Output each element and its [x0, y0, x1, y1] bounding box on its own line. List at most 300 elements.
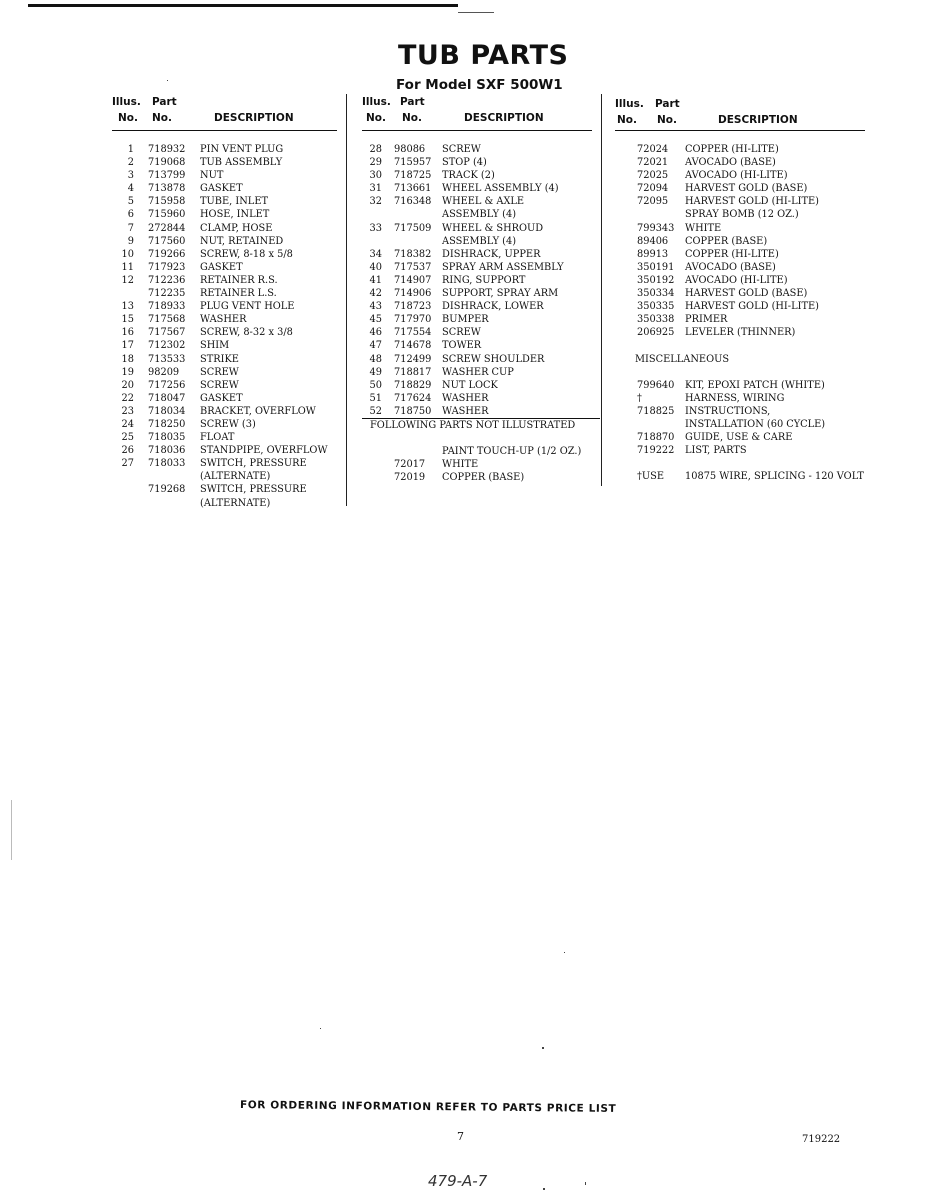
illus-number: 30	[369, 170, 382, 182]
parts-list	[112, 143, 337, 510]
table-row	[362, 156, 592, 169]
scan-speck	[320, 1028, 321, 1029]
table-row	[112, 274, 337, 287]
header-no: No.	[118, 112, 138, 124]
table-row	[615, 392, 865, 405]
part-number: 350191	[637, 261, 675, 273]
table-row	[362, 445, 592, 458]
table-row	[615, 326, 865, 339]
part-number: 712499	[394, 353, 432, 365]
illus-number: 51	[369, 392, 382, 404]
part-number: 718817	[394, 366, 432, 378]
table-row	[362, 353, 592, 366]
part-number: 715960	[148, 209, 186, 221]
table-row	[615, 169, 865, 182]
table-row	[362, 366, 592, 379]
parts-list	[362, 143, 592, 484]
table-row	[112, 457, 337, 470]
part-description: HARNESS, WIRING	[685, 392, 785, 404]
table-row	[362, 222, 592, 235]
part-description: HOSE, INLET	[200, 209, 270, 221]
table-row	[362, 182, 592, 195]
illus-number: 32	[369, 196, 382, 208]
table-row	[615, 366, 865, 379]
table-row	[615, 353, 865, 366]
table-row	[615, 287, 865, 300]
illus-number: 9	[127, 235, 134, 247]
part-number: 98209	[148, 366, 180, 378]
part-number: 716348	[394, 196, 432, 208]
header-description: DESCRIPTION	[464, 112, 544, 124]
page-number: 7	[457, 1130, 464, 1143]
part-description: (ALTERNATE)	[200, 497, 271, 509]
part-description: SUPPORT, SPRAY ARM	[442, 288, 559, 300]
column-header	[615, 94, 865, 131]
illus-number: 2	[127, 157, 134, 169]
not-illustrated-note: FOLLOWING PARTS NOT ILLUSTRATED	[370, 419, 576, 431]
part-description: STOP (4)	[442, 157, 487, 169]
illus-number: 18	[121, 353, 134, 365]
illus-number: 20	[121, 379, 134, 391]
table-row	[112, 497, 337, 510]
table-row	[615, 300, 865, 313]
illus-number: 28	[369, 144, 382, 155]
part-number: 718036	[148, 445, 186, 457]
part-description: RETAINER L.S.	[200, 288, 277, 300]
part-number: 718250	[148, 418, 186, 430]
illus-number: 41	[369, 274, 382, 286]
top-rule	[28, 4, 458, 7]
part-description: SCREW	[200, 379, 239, 391]
column-divider	[346, 94, 347, 506]
part-number: 717923	[148, 261, 186, 273]
part-description: SWITCH, PRESSURE	[200, 484, 307, 496]
part-description: WASHER	[442, 405, 489, 417]
illus-number: 25	[121, 432, 134, 444]
part-description: LIST, PARTS	[685, 445, 747, 457]
header-no: No.	[402, 112, 422, 124]
part-number: 714907	[394, 274, 432, 286]
illus-number: 22	[121, 392, 134, 404]
table-row	[112, 313, 337, 326]
parts-column-1	[112, 94, 337, 510]
table-row	[615, 444, 865, 457]
table-row	[112, 379, 337, 392]
illus-number: 5	[127, 196, 134, 208]
table-row	[615, 261, 865, 274]
part-description: SCREW, 8-32 x 3/8	[200, 327, 293, 339]
table-row	[362, 313, 592, 326]
part-number: 717554	[394, 327, 432, 339]
header-illus: Illus.	[112, 96, 141, 108]
illus-number: 29	[369, 157, 382, 169]
part-number: †USE	[637, 471, 665, 483]
table-row	[615, 457, 865, 470]
part-description: TUB ASSEMBLY	[200, 157, 283, 169]
table-row	[615, 235, 865, 248]
part-description: STRIKE	[200, 353, 239, 365]
table-row	[112, 143, 337, 156]
table-row	[362, 326, 592, 339]
part-number: 718047	[148, 392, 186, 404]
illus-number: 31	[369, 183, 382, 195]
scan-speck	[564, 952, 565, 953]
header-description: DESCRIPTION	[718, 114, 798, 126]
table-row	[362, 248, 592, 261]
part-description: (ALTERNATE)	[200, 471, 271, 483]
table-row	[112, 182, 337, 195]
scan-edge	[11, 800, 12, 860]
header-no: No.	[366, 112, 386, 124]
part-description: AVOCADO (BASE)	[685, 261, 776, 273]
table-row	[112, 169, 337, 182]
part-description: BRACKET, OVERFLOW	[200, 405, 316, 417]
part-number: 72095	[637, 196, 669, 208]
part-description: NUT	[200, 170, 224, 182]
part-number: 718725	[394, 170, 432, 182]
illus-number: 4	[127, 183, 134, 195]
part-number: 718034	[148, 405, 186, 417]
table-row	[362, 235, 592, 248]
table-row	[362, 300, 592, 313]
table-row	[112, 208, 337, 221]
part-number: 89913	[637, 248, 669, 260]
illus-number: 48	[369, 353, 382, 365]
illus-number: 45	[369, 314, 382, 326]
part-description: STANDPIPE, OVERFLOW	[200, 445, 328, 457]
table-row	[112, 353, 337, 366]
illus-number: 19	[121, 366, 134, 378]
part-number: 713533	[148, 353, 186, 365]
part-description: DISHRACK, UPPER	[442, 248, 541, 260]
part-description: GASKET	[200, 392, 243, 404]
part-description: PAINT TOUCH-UP (1/2 OZ.)	[442, 446, 582, 458]
part-description: BUMPER	[442, 314, 489, 326]
table-row	[112, 431, 337, 444]
parts-column-2	[362, 94, 592, 484]
part-number: 719222	[637, 445, 675, 457]
part-description: WHITE	[685, 222, 722, 234]
part-number: 350334	[637, 288, 675, 300]
header-part: Part	[400, 96, 425, 108]
part-description: WHEEL & AXLE	[442, 196, 525, 208]
part-number: 717568	[148, 314, 186, 326]
table-row	[112, 300, 337, 313]
part-number: 272844	[148, 222, 186, 234]
table-row	[112, 418, 337, 431]
part-description: RETAINER R.S.	[200, 274, 278, 286]
table-row	[112, 287, 337, 300]
part-number: 713661	[394, 183, 432, 195]
part-description: SCREW (3)	[200, 418, 256, 430]
header-no: No.	[657, 114, 677, 126]
part-description: MISCELLANEOUS	[635, 353, 730, 365]
part-description: NUT LOCK	[442, 379, 498, 391]
table-row	[615, 431, 865, 444]
header-part: Part	[655, 98, 680, 110]
part-number: 718825	[637, 405, 675, 417]
scan-speck	[542, 1047, 544, 1049]
part-description: ASSEMBLY (4)	[442, 235, 517, 247]
part-description: COPPER (HI-LITE)	[685, 248, 779, 260]
illus-number: 24	[121, 418, 134, 430]
part-number: 714906	[394, 288, 432, 300]
part-number: 72025	[637, 170, 669, 182]
table-row	[615, 418, 865, 431]
illus-number: 50	[369, 379, 382, 391]
illus-number: 11	[121, 261, 134, 273]
part-description: SPRAY ARM ASSEMBLY	[442, 261, 564, 273]
part-number: 717256	[148, 379, 186, 391]
illus-number: 40	[369, 261, 382, 273]
part-description: HARVEST GOLD (HI-LITE)	[685, 301, 819, 313]
part-description: PIN VENT PLUG	[200, 144, 284, 155]
part-description: LEVELER (THINNER)	[685, 327, 796, 339]
table-row	[362, 392, 592, 405]
header-no: No.	[152, 112, 172, 124]
table-row	[112, 156, 337, 169]
part-description: WASHER CUP	[442, 366, 514, 378]
column-header	[112, 94, 337, 131]
table-row	[615, 182, 865, 195]
table-row	[112, 366, 337, 379]
table-row	[112, 339, 337, 352]
part-number: 72017	[394, 459, 426, 471]
table-row	[362, 208, 592, 221]
part-description: INSTALLATION (60 CYCLE)	[685, 418, 826, 430]
page-subtitle: For Model SXF 500W1	[396, 77, 563, 93]
part-number: 799640	[637, 379, 675, 391]
part-description: PRIMER	[685, 314, 728, 326]
illus-number: 3	[127, 170, 134, 182]
table-row	[362, 274, 592, 287]
scan-speck	[167, 80, 168, 81]
part-description: COPPER (BASE)	[442, 472, 525, 484]
table-row	[615, 379, 865, 392]
header-description: DESCRIPTION	[214, 112, 294, 124]
illus-number: 47	[369, 340, 382, 352]
table-row	[615, 222, 865, 235]
parts-column-3	[615, 94, 865, 483]
illus-number: 6	[127, 209, 134, 221]
part-number: 718933	[148, 301, 186, 313]
table-row	[112, 483, 337, 496]
part-number: 717509	[394, 222, 432, 234]
part-number: 89406	[637, 235, 669, 247]
table-row	[112, 326, 337, 339]
part-description: AVOCADO (HI-LITE)	[685, 274, 788, 286]
table-row	[362, 287, 592, 300]
part-description: SCREW	[442, 144, 481, 155]
illus-number: 17	[121, 340, 134, 352]
illus-number: 52	[369, 405, 382, 417]
part-number: 714678	[394, 340, 432, 352]
part-number: 72094	[637, 183, 669, 195]
illus-number: 26	[121, 445, 134, 457]
part-description: WASHER	[442, 392, 489, 404]
column-divider	[601, 94, 602, 486]
table-row	[112, 405, 337, 418]
part-number: 718932	[148, 144, 186, 155]
part-description: TOWER	[442, 340, 482, 352]
part-description: GASKET	[200, 261, 243, 273]
part-description: WHITE	[442, 459, 479, 471]
table-row	[615, 313, 865, 326]
table-row	[112, 444, 337, 457]
table-row	[112, 195, 337, 208]
part-number: 718723	[394, 301, 432, 313]
table-row	[112, 392, 337, 405]
part-number: 717560	[148, 235, 186, 247]
table-row	[362, 458, 592, 471]
header-part: Part	[152, 96, 177, 108]
part-description: WHEEL ASSEMBLY (4)	[442, 183, 559, 195]
part-description: FLOAT	[200, 432, 235, 444]
table-row	[362, 143, 592, 156]
table-row	[362, 339, 592, 352]
illus-number: 49	[369, 366, 382, 378]
part-number: 718829	[394, 379, 432, 391]
header-illus: Illus.	[362, 96, 391, 108]
part-number: 350192	[637, 274, 675, 286]
part-description: SCREW, 8-18 x 5/8	[200, 248, 293, 260]
part-number: 350338	[637, 314, 675, 326]
part-number: 718750	[394, 405, 432, 417]
illus-number: 34	[369, 248, 382, 260]
table-row	[615, 156, 865, 169]
part-description: AVOCADO (HI-LITE)	[685, 170, 788, 182]
table-row	[615, 405, 865, 418]
ordering-info-footer: FOR ORDERING INFORMATION REFER TO PARTS PRICE LIST	[239, 1099, 617, 1115]
part-description: WHEEL & SHROUD	[442, 222, 544, 234]
table-row	[615, 195, 865, 208]
illus-number: 12	[121, 274, 134, 286]
illus-number: 15	[121, 314, 134, 326]
table-row	[362, 195, 592, 208]
illus-number: 10	[121, 248, 134, 260]
page-title: TUB PARTS	[398, 40, 569, 71]
part-number: 72019	[394, 472, 426, 484]
part-description: CLAMP, HOSE	[200, 222, 273, 234]
part-number: 717567	[148, 327, 186, 339]
part-description: WASHER	[200, 314, 247, 326]
part-description: COPPER (BASE)	[685, 235, 768, 247]
part-description: INSTRUCTIONS,	[685, 405, 771, 417]
part-number: 717624	[394, 392, 432, 404]
part-number: 717970	[394, 314, 432, 326]
part-number: 206925	[637, 327, 675, 339]
part-number: 718033	[148, 458, 186, 470]
part-number: 718035	[148, 432, 186, 444]
part-description: DISHRACK, LOWER	[442, 301, 544, 313]
part-number: 715957	[394, 157, 432, 169]
part-description: SCREW SHOULDER	[442, 353, 545, 365]
part-description: KIT, EPOXI PATCH (WHITE)	[685, 379, 825, 391]
part-number: 72024	[637, 144, 669, 155]
parts-list	[615, 143, 865, 483]
table-row	[112, 222, 337, 235]
part-description: SCREW	[200, 366, 239, 378]
table-row	[615, 470, 865, 483]
part-description: SWITCH, PRESSURE	[200, 458, 307, 470]
illus-number: 33	[369, 222, 382, 234]
part-description: SPRAY BOMB (12 OZ.)	[685, 209, 799, 221]
part-number: 713878	[148, 183, 186, 195]
part-description: HARVEST GOLD (BASE)	[685, 183, 808, 195]
table-row	[362, 169, 592, 182]
part-number: 713799	[148, 170, 186, 182]
part-description: ASSEMBLY (4)	[442, 209, 517, 221]
table-row	[362, 471, 592, 484]
table-row	[112, 261, 337, 274]
part-number: 717537	[394, 261, 432, 273]
handwritten-note: 479-A-7	[428, 1172, 488, 1190]
illus-number: 16	[121, 327, 134, 339]
part-description: GASKET	[200, 183, 243, 195]
part-number: 718382	[394, 248, 432, 260]
part-number: 718870	[637, 432, 675, 444]
header-illus: Illus.	[615, 98, 644, 110]
part-description: TRACK (2)	[442, 170, 495, 182]
part-description: SHIM	[200, 340, 230, 352]
top-rule-fragment	[458, 12, 494, 13]
illus-number: 1	[127, 144, 134, 155]
illus-number: 46	[369, 327, 382, 339]
part-description: PLUG VENT HOLE	[200, 301, 295, 313]
illus-number: 43	[369, 301, 382, 313]
table-row	[615, 208, 865, 221]
part-number: 719268	[148, 484, 186, 496]
part-number: †	[637, 392, 642, 404]
part-number: 799343	[637, 222, 675, 234]
part-number: 98086	[394, 144, 426, 155]
part-number: 712236	[148, 274, 186, 286]
table-row	[362, 405, 600, 419]
table-row	[615, 339, 865, 352]
part-description: HARVEST GOLD (BASE)	[685, 288, 808, 300]
table-row	[112, 470, 337, 483]
illus-number: 42	[369, 288, 382, 300]
illus-number: 23	[121, 405, 134, 417]
part-number: 719266	[148, 248, 186, 260]
table-row	[362, 261, 592, 274]
table-row	[112, 235, 337, 248]
part-description: SCREW	[442, 327, 481, 339]
table-row	[615, 274, 865, 287]
illus-number: 7	[127, 222, 134, 234]
header-no: No.	[617, 114, 637, 126]
part-description: COPPER (HI-LITE)	[685, 144, 779, 155]
column-header	[362, 94, 592, 131]
part-description: TUBE, INLET	[200, 196, 269, 208]
table-row	[112, 248, 337, 261]
document-number: 719222	[802, 1134, 841, 1145]
part-number: 715958	[148, 196, 186, 208]
illus-number: 27	[121, 458, 134, 470]
part-number: 72021	[637, 157, 669, 169]
part-number: 712302	[148, 340, 186, 352]
table-row	[615, 248, 865, 261]
part-description: RING, SUPPORT	[442, 274, 526, 286]
part-number: 719068	[148, 157, 186, 169]
part-description: HARVEST GOLD (HI-LITE)	[685, 196, 819, 208]
part-description: NUT, RETAINED	[200, 235, 284, 247]
table-row	[362, 379, 592, 392]
part-number: 350335	[637, 301, 675, 313]
table-row	[615, 143, 865, 156]
part-description: 10875 WIRE, SPLICING - 120 VOLT	[685, 471, 864, 483]
part-description: AVOCADO (BASE)	[685, 157, 776, 169]
